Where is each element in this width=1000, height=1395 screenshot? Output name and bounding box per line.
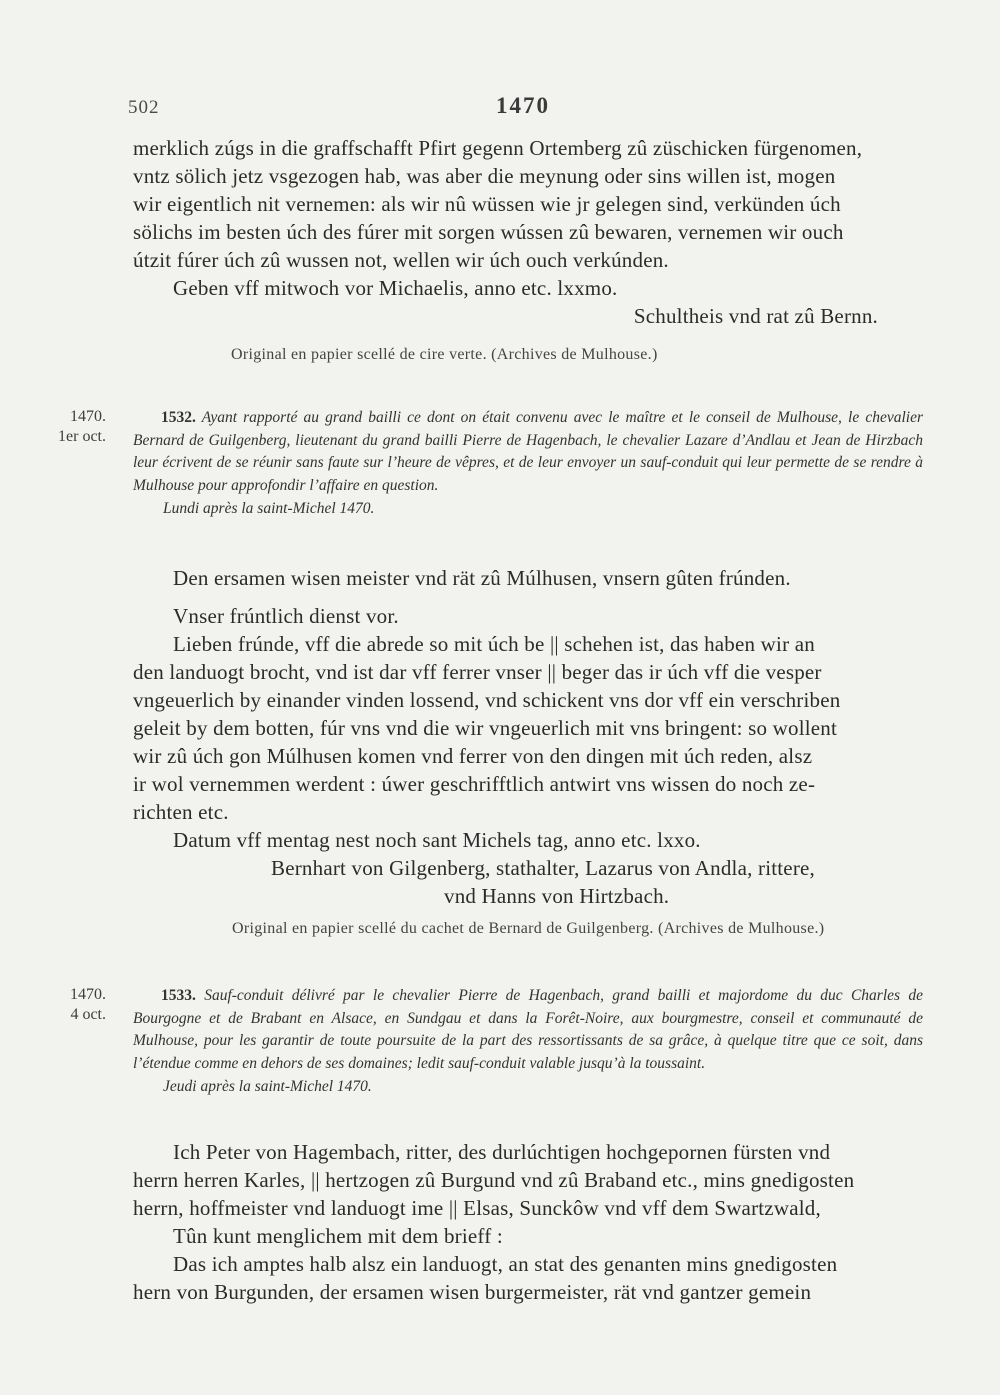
margin-year: 1470.: [70, 408, 106, 425]
text-line: den landuogt brocht, vnd ist dar vff ferrer vnser || beger das ir úch vff die vesper: [133, 660, 822, 684]
previous-letter-continuation: [133, 134, 923, 330]
letter-1532: [133, 564, 923, 592]
text-line: Tûn kunt menglichem mit dem brieff :: [173, 1224, 503, 1248]
document-number: 1533.: [161, 987, 196, 1004]
letter-signature: Schultheis vnd rat zû Bernn.: [633, 304, 878, 328]
regest-date: Jeudi après la saint-Michel 1470.: [163, 1077, 372, 1095]
letter-1532-body: [133, 602, 923, 910]
text-line: útzit fúrer úch zû wussen not, wellen wir úch ouch verkúnden.: [133, 248, 669, 272]
text-line: wir eigentlich nit vernemen: als wir nû wüssen wie jr gelegen sind, verkünden úch: [133, 192, 841, 216]
text-line: geleit by dem botten, fúr vns vnd die wir vngeuerlich mit vns bringent: so wollent: [133, 716, 838, 740]
margin-day: 4 oct.: [70, 1006, 106, 1023]
letter-greeting: Vnser frúntlich dienst vor.: [173, 604, 399, 628]
letter-1533-body: [133, 1138, 923, 1306]
regest-date: Lundi après la saint-Michel 1470.: [163, 499, 375, 517]
regest-1533: [133, 985, 923, 1099]
margin-date-1533: [58, 985, 106, 1025]
letter-signature: Bernhart von Gilgenberg, stathalter, Lazarus von Andla, rittere,: [271, 856, 815, 880]
regest-summary: Ayant rapporté au grand bailli ce dont on était convenu avec le maître et le conseil de Mulhouse, le chevalier Bernard de Guilgenberg, lieutenant du grand bailli Pierre de Hagenbach, le chevalier Lazare d’Andlau et Jean de Hirzbach leur écrivent de se réunir sans faute sur l’heure de vêpres, et de leur envoyer un sauf-conduit qui leur permette de se rendre à Mulhouse pour approfondir l’affaire en question.: [133, 409, 923, 495]
running-head-year: 1470: [496, 93, 550, 118]
margin-day: 1er oct.: [58, 428, 106, 445]
source-note: Original en papier scellé du cachet de Bernard de Guilgenberg. (Archives de Mulhouse.): [232, 920, 825, 937]
margin-date-1532: [58, 407, 106, 447]
text-line: herrn herren Karles, || hertzogen zû Burgund vnd zû Braband etc., mins gnedigosten: [133, 1168, 855, 1192]
text-line: sölichs im besten úch des fúrer mit sorgen wússen zû bewaren, vernemen wir ouch: [133, 220, 844, 244]
letter-date: Datum vff mentag nest noch sant Michels tag, anno etc. lxxo.: [173, 828, 701, 852]
text-line: herrn, hoffmeister vnd landuogt ime || Elsas, Sunckôw vnd vff dem Swartzwald,: [133, 1196, 821, 1220]
regest-summary: Sauf-conduit délivré par le chevalier Pierre de Hagenbach, grand bailli et majordome du duc Charles de Bourgogne et de Brabant en Alsace, en Sundgau et dans la Forêt-Noire, aux bourgmestre, conseil et communauté de Mulhouse, pour les garantir de toute poursuite de la part des ressortissants de sa grâce, à quelque titre que ce soit, dans l’étendue comme en dehors de ses domaines; ledit sauf-conduit valable jusqu’à la toussaint.: [133, 987, 923, 1073]
text-line: hern von Burgunden, der ersamen wisen burgermeister, rät vnd gantzer gemein: [133, 1280, 812, 1304]
text-line: wir zû úch gon Múlhusen komen vnd ferrer von den dingen mit úch reden, alsz: [133, 744, 813, 768]
letter-address: Den ersamen wisen meister vnd rät zû Múlhusen, vnsern gûten frúnden.: [173, 566, 791, 590]
margin-year: 1470.: [70, 986, 106, 1003]
document-number: 1532.: [161, 409, 196, 426]
text-line: Ich Peter von Hagembach, ritter, des durlúchtigen hochgepornen fürsten vnd: [173, 1140, 831, 1164]
page-number: 502: [128, 97, 160, 118]
letter-signature: vnd Hanns von Hirtzbach.: [444, 884, 670, 908]
text-line: ir wol vernemmen werdent : úwer geschrifftlich antwirt vns wissen do noch ze-: [133, 772, 816, 796]
text-line: vntz sölich jetz vsgezogen hab, was aber die meynung oder sins willen ist, mogen: [133, 164, 836, 188]
regest-1532: [133, 407, 923, 521]
text-line: Lieben frúnde, vff die abrede so mit úch be || schehen ist, das haben wir an: [173, 632, 815, 656]
text-line: merklich zúgs in die graffschafft Pfirt gegenn Ortemberg zû züschicken fürgenomen,: [133, 136, 863, 160]
text-line: Das ich amptes halb alsz ein landuogt, an stat des genanten mins gnedigosten: [173, 1252, 838, 1276]
letter-date: Geben vff mitwoch vor Michaelis, anno etc. lxxmo.: [173, 276, 618, 300]
text-line: vngeuerlich by einander vinden lossend, vnd schickent vns dor vff ein verschriben: [133, 688, 841, 712]
text-line: richten etc.: [133, 800, 229, 824]
source-note: Original en papier scellé de cire verte. (Archives de Mulhouse.): [231, 346, 658, 363]
